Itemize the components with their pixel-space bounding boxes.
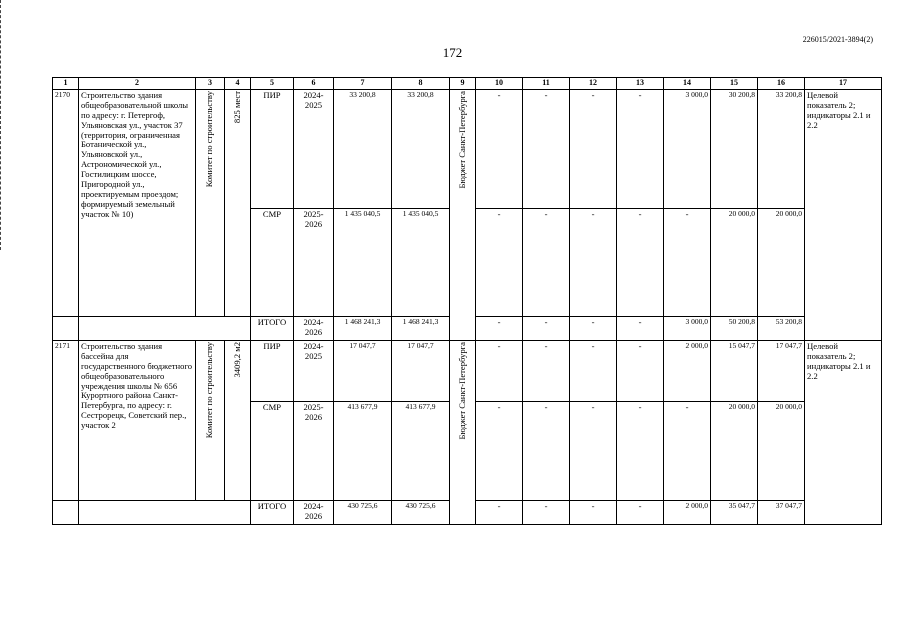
year-value: 20 000,0 bbox=[758, 402, 805, 501]
year-value: - bbox=[476, 402, 523, 501]
col-header: 11 bbox=[523, 78, 570, 90]
year-value: - bbox=[664, 402, 711, 501]
year-value: - bbox=[523, 501, 570, 525]
col-header: 17 bbox=[805, 78, 882, 90]
col-header: 1 bbox=[53, 78, 79, 90]
year-value: - bbox=[664, 209, 711, 317]
blank-cell bbox=[79, 501, 251, 525]
table-row bbox=[53, 90, 882, 209]
item-capacity: 825 мест bbox=[231, 91, 242, 124]
year-value: - bbox=[523, 317, 570, 341]
funding-source: Бюджет Санкт-Петербурга bbox=[456, 342, 467, 440]
stage: СМР bbox=[251, 402, 294, 501]
item-customer: Комитет по строительству bbox=[204, 342, 215, 439]
year-value: - bbox=[570, 501, 617, 525]
year-value: 17 047,7 bbox=[758, 341, 805, 402]
stage-total: ИТОГО bbox=[251, 501, 294, 525]
year-value: 15 047,7 bbox=[711, 341, 758, 402]
item-capacity: 3409,2 м2 bbox=[231, 342, 242, 378]
year-value: - bbox=[476, 90, 523, 209]
col-header: 12 bbox=[570, 78, 617, 90]
blank-cell bbox=[53, 501, 79, 525]
year-value: 3 000,0 bbox=[664, 90, 711, 209]
column-number-row bbox=[53, 78, 882, 90]
year-value: - bbox=[476, 341, 523, 402]
sum-cost: 1 435 040,5 bbox=[392, 209, 450, 317]
target-indicator: Целевой показатель 2; индикаторы 2.1 и 2.2 bbox=[805, 90, 882, 341]
year-value: 3 000,0 bbox=[664, 317, 711, 341]
year-value: 35 047,7 bbox=[711, 501, 758, 525]
total-cost: 1 435 040,5 bbox=[334, 209, 392, 317]
year-value: - bbox=[570, 90, 617, 209]
year-value: - bbox=[523, 341, 570, 402]
col-header: 13 bbox=[617, 78, 664, 90]
total-cost: 413 677,9 bbox=[334, 402, 392, 501]
item-id: 2170 bbox=[53, 90, 79, 317]
col-header: 9 bbox=[450, 78, 476, 90]
period: 2024-2026 bbox=[294, 317, 334, 341]
capacity-cell bbox=[225, 90, 251, 317]
year-value: - bbox=[617, 402, 664, 501]
year-value: 2 000,0 bbox=[664, 341, 711, 402]
year-value: - bbox=[617, 317, 664, 341]
period: 2025-2026 bbox=[294, 402, 334, 501]
period: 2024-2026 bbox=[294, 501, 334, 525]
target-indicator: Целевой показатель 2; индикаторы 2.1 и 2.2 bbox=[805, 341, 882, 525]
year-value: - bbox=[617, 501, 664, 525]
sum-cost: 430 725,6 bbox=[392, 501, 450, 525]
year-value: - bbox=[570, 402, 617, 501]
item-id: 2171 bbox=[53, 341, 79, 501]
year-value: - bbox=[523, 402, 570, 501]
col-header: 6 bbox=[294, 78, 334, 90]
year-value: - bbox=[617, 209, 664, 317]
col-header: 10 bbox=[476, 78, 523, 90]
sum-cost: 1 468 241,3 bbox=[392, 317, 450, 341]
year-value: - bbox=[617, 341, 664, 402]
total-cost: 1 468 241,3 bbox=[334, 317, 392, 341]
sum-cost: 413 677,9 bbox=[392, 402, 450, 501]
col-header: 7 bbox=[334, 78, 392, 90]
budget-table bbox=[52, 77, 882, 525]
stage: ПИР bbox=[251, 90, 294, 209]
customer-cell bbox=[196, 90, 225, 317]
document-code: 226015/2021-3894(2) bbox=[802, 35, 873, 44]
year-value: - bbox=[570, 209, 617, 317]
source-cell bbox=[450, 341, 476, 525]
table-row bbox=[53, 341, 882, 402]
col-header: 4 bbox=[225, 78, 251, 90]
year-value: 33 200,8 bbox=[758, 90, 805, 209]
year-value: 20 000,0 bbox=[711, 402, 758, 501]
year-value: 2 000,0 bbox=[664, 501, 711, 525]
year-value: - bbox=[617, 90, 664, 209]
col-header: 8 bbox=[392, 78, 450, 90]
year-value: - bbox=[476, 501, 523, 525]
col-header: 5 bbox=[251, 78, 294, 90]
col-header: 2 bbox=[79, 78, 196, 90]
total-cost: 17 047,7 bbox=[334, 341, 392, 402]
period: 2024-2025 bbox=[294, 341, 334, 402]
col-header: 3 bbox=[196, 78, 225, 90]
year-value: 50 200,8 bbox=[711, 317, 758, 341]
source-cell bbox=[450, 90, 476, 341]
total-cost: 33 200,8 bbox=[334, 90, 392, 209]
blank-cell bbox=[79, 317, 251, 341]
stage: СМР bbox=[251, 209, 294, 317]
year-value: - bbox=[476, 209, 523, 317]
page-number: 172 bbox=[442, 45, 463, 60]
capacity-cell bbox=[225, 341, 251, 501]
funding-source: Бюджет Санкт-Петербурга bbox=[456, 91, 467, 189]
period: 2024-2025 bbox=[294, 90, 334, 209]
sum-cost: 33 200,8 bbox=[392, 90, 450, 209]
year-value: - bbox=[523, 209, 570, 317]
year-value: 20 000,0 bbox=[758, 209, 805, 317]
col-header: 16 bbox=[758, 78, 805, 90]
sum-cost: 17 047,7 bbox=[392, 341, 450, 402]
blank-cell bbox=[53, 317, 79, 341]
period: 2025-2026 bbox=[294, 209, 334, 317]
binding-mark bbox=[0, 0, 4, 250]
year-value: 20 000,0 bbox=[711, 209, 758, 317]
item-customer: Комитет по строительству bbox=[204, 91, 215, 188]
item-name: Строительство здания бассейна для государственного бюджетного общеобразовательного учреждения школы № 656 Курортного района Санкт-Петербурга, по адресу: г. Сестрорецк, Советский пер., участок 2 bbox=[79, 341, 196, 501]
year-value: - bbox=[570, 341, 617, 402]
stage-total: ИТОГО bbox=[251, 317, 294, 341]
customer-cell bbox=[196, 341, 225, 501]
col-header: 15 bbox=[711, 78, 758, 90]
col-header: 14 bbox=[664, 78, 711, 90]
year-value: - bbox=[570, 317, 617, 341]
stage: ПИР bbox=[251, 341, 294, 402]
item-name: Строительство здания общеобразовательной школы по адресу: г. Петергоф, Ульяновская ул., участок 37 (территория, ограниченная Ботанической ул., Ульяновской ул., Астрономической ул., Гостилицким шоссе, Пригородной ул., проектируемым проездом; формируемый земельный участок № 10) bbox=[79, 90, 196, 317]
year-value: - bbox=[476, 317, 523, 341]
year-value: 53 200,8 bbox=[758, 317, 805, 341]
year-value: - bbox=[523, 90, 570, 209]
total-cost: 430 725,6 bbox=[334, 501, 392, 525]
year-value: 37 047,7 bbox=[758, 501, 805, 525]
year-value: 30 200,8 bbox=[711, 90, 758, 209]
